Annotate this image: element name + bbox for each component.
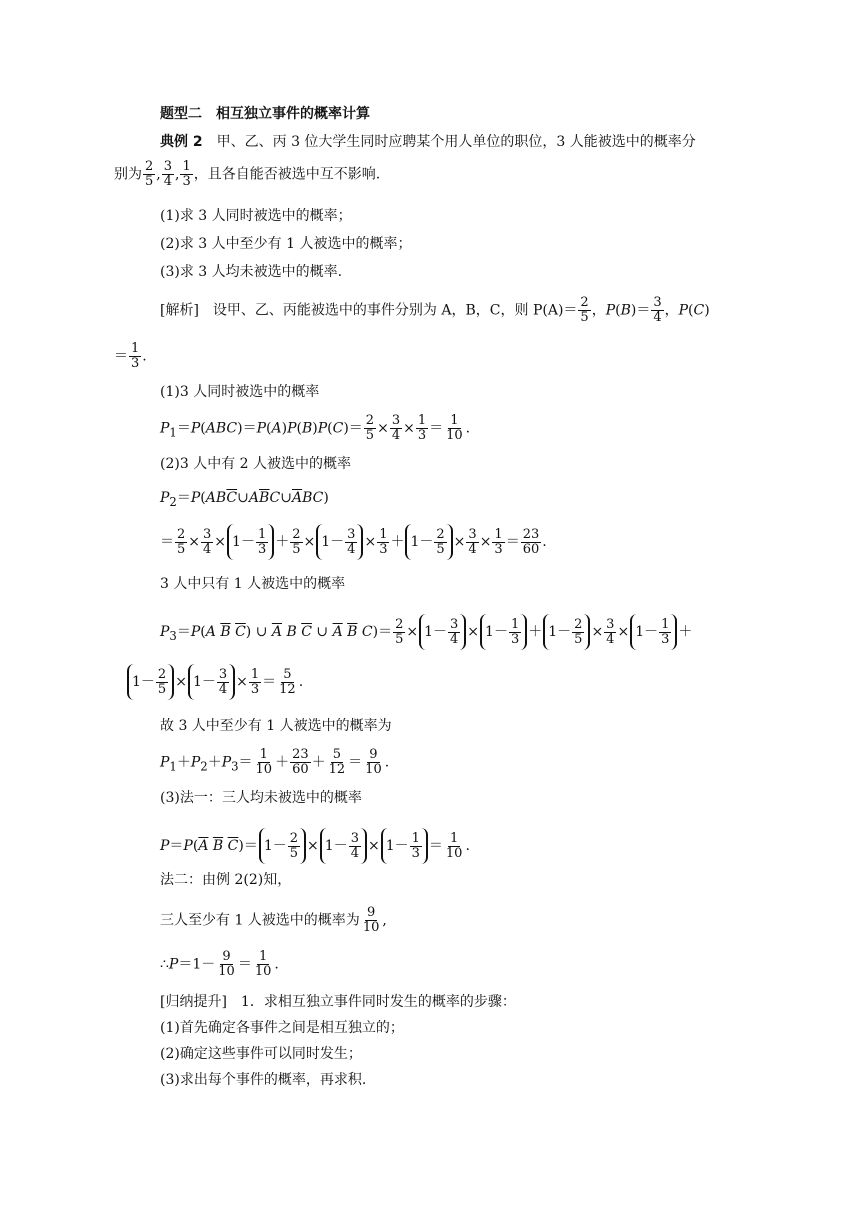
solution-intro-cont: ＝ $\frac{1}{3}$ .	[114, 341, 147, 371]
atleast-formula: $P_1+P_2+P_3=$ $\frac{1}{10}$ ＋ $\frac{23}{60}$ ＋ $\frac{5}{12}$ ＝ $\frac{9}{10}$ .	[160, 747, 390, 777]
summary-step-2: (2)确定这些事件可以同时发生；	[160, 1046, 362, 1062]
method-2-formula: ∴P＝1－ $\frac{9}{10}$ ＝ $\frac{1}{10}$ .	[160, 949, 279, 979]
p1-title: (1)3 人同时被选中的概率	[160, 384, 320, 400]
summary-line	[160, 992, 516, 1012]
solution-label: [解析]	[160, 302, 199, 319]
section-title: 题型二 相互独立事件的概率计算	[160, 106, 370, 122]
question-2: (2)求 3 人中至少有 1 人被选中的概率；	[160, 236, 412, 252]
summary-label: [归纳提升]	[160, 994, 227, 1010]
method-2-line: 三人至少有 1 人被选中的概率为 $\frac{9}{10}$ ,	[160, 905, 387, 935]
p2-formula-2: ＝ $\frac{2}{5}$ × $\frac{3}{4}$ × 1－ $\frac{1}{3}$ ＋ $\frac{2}{5}$ × 1－ $\frac{3}{4}$ × $\frac{1}{3}$ ＋ 1－ $\frac{2}{5}$ × $\frac{3}{4}$ × $\frac{1}{3}$ ＝ $\frac{23}{60}$ .	[160, 524, 547, 560]
example-text-2-prefix: 别为	[114, 166, 142, 183]
summary-text: 1．求相互独立事件同时发生的概率的步骤：	[226, 994, 516, 1010]
solution-intro: [解析] 设甲、乙、丙能被选中的事件分别为 A，B，C，则 P(A)＝ $\frac{2}{5}$ ，P(B)＝ $\frac{3}{4}$ ，P(C)	[160, 295, 710, 325]
p1-formula: $P_1=P(ABC)=P(A)P(B)P(C)=$ $\frac{2}{5}$ × $\frac{3}{4}$ × $\frac{1}{3}$ ＝ $\frac{1}{10}$ .	[160, 413, 471, 443]
method-1-title: (3)法一：三人均未被选中的概率	[160, 790, 362, 806]
question-3: (3)求 3 人均未被选中的概率.	[160, 264, 343, 280]
summary-step-1: (1)首先确定各事件之间是相互独立的；	[160, 1020, 404, 1036]
solution-intro-text: 设甲、乙、丙能被选中的事件分别为 A，B，C，则 P(A)＝	[198, 302, 578, 319]
p2-formula-1: $P_2=P(AB\overline{C}\cup A\overline{B}C\cup\overline{A}BC)$	[160, 490, 329, 509]
example-text-2-suffix: ，且各自能否被选中互不影响.	[193, 166, 381, 183]
question-1: (1)求 3 人同时被选中的概率；	[160, 208, 352, 224]
p3-title: 3 人中只有 1 人被选中的概率	[160, 576, 346, 592]
p3-formula-1: $P_3=P(A$ $\overline{B}$ $\overline{C}$) ∪ $\overline{A}$ B $\overline{C}$ ∪ $\overline{A}$ $\overline{B}$ C)＝ $\frac{2}{5}$ × 1－ $\frac{3}{4}$ × 1－ $\frac{1}{3}$ ＋ 1－ $\frac{2}{5}$ × $\frac{3}{4}$ × 1－ $\frac{1}{3}$ ＋	[160, 614, 692, 650]
method-1-formula: $P=P(\overline{A}$ $\overline{B}$ $\overline{C})= 1-$ $\frac{2}{5}$ × 1－ $\frac{3}{4}$ × 1－ $\frac{1}{3}$ ＝ $\frac{1}{10}$ .	[160, 828, 470, 864]
method-2-title: 法二：由例 2(2)知，	[160, 872, 292, 888]
summary-step-3: (3)求出每个事件的概率，再求积.	[160, 1072, 367, 1088]
atleast-title: 故 3 人中至少有 1 人被选中的概率为	[160, 718, 392, 734]
method-2-line-text: 三人至少有 1 人被选中的概率为	[160, 912, 360, 929]
example-line-1	[160, 132, 696, 152]
example-label: 典例 2	[160, 134, 203, 150]
example-text-1: 甲、乙、丙 3 位大学生同时应聘某个用人单位的职位，3 人能被选中的概率分	[202, 134, 696, 150]
example-line-2: 别为 $\frac{2}{5}$ , $\frac{3}{4}$ , $\frac{1}{3}$ ，且各自能否被选中互不影响.	[114, 159, 381, 189]
p3-formula-2: 1－ $\frac{2}{5}$ × 1－ $\frac{3}{4}$ × $\frac{1}{3}$ ＝ $\frac{5}{12}$ .	[126, 664, 303, 700]
p2-title: (2)3 人中有 2 人被选中的概率	[160, 456, 351, 472]
